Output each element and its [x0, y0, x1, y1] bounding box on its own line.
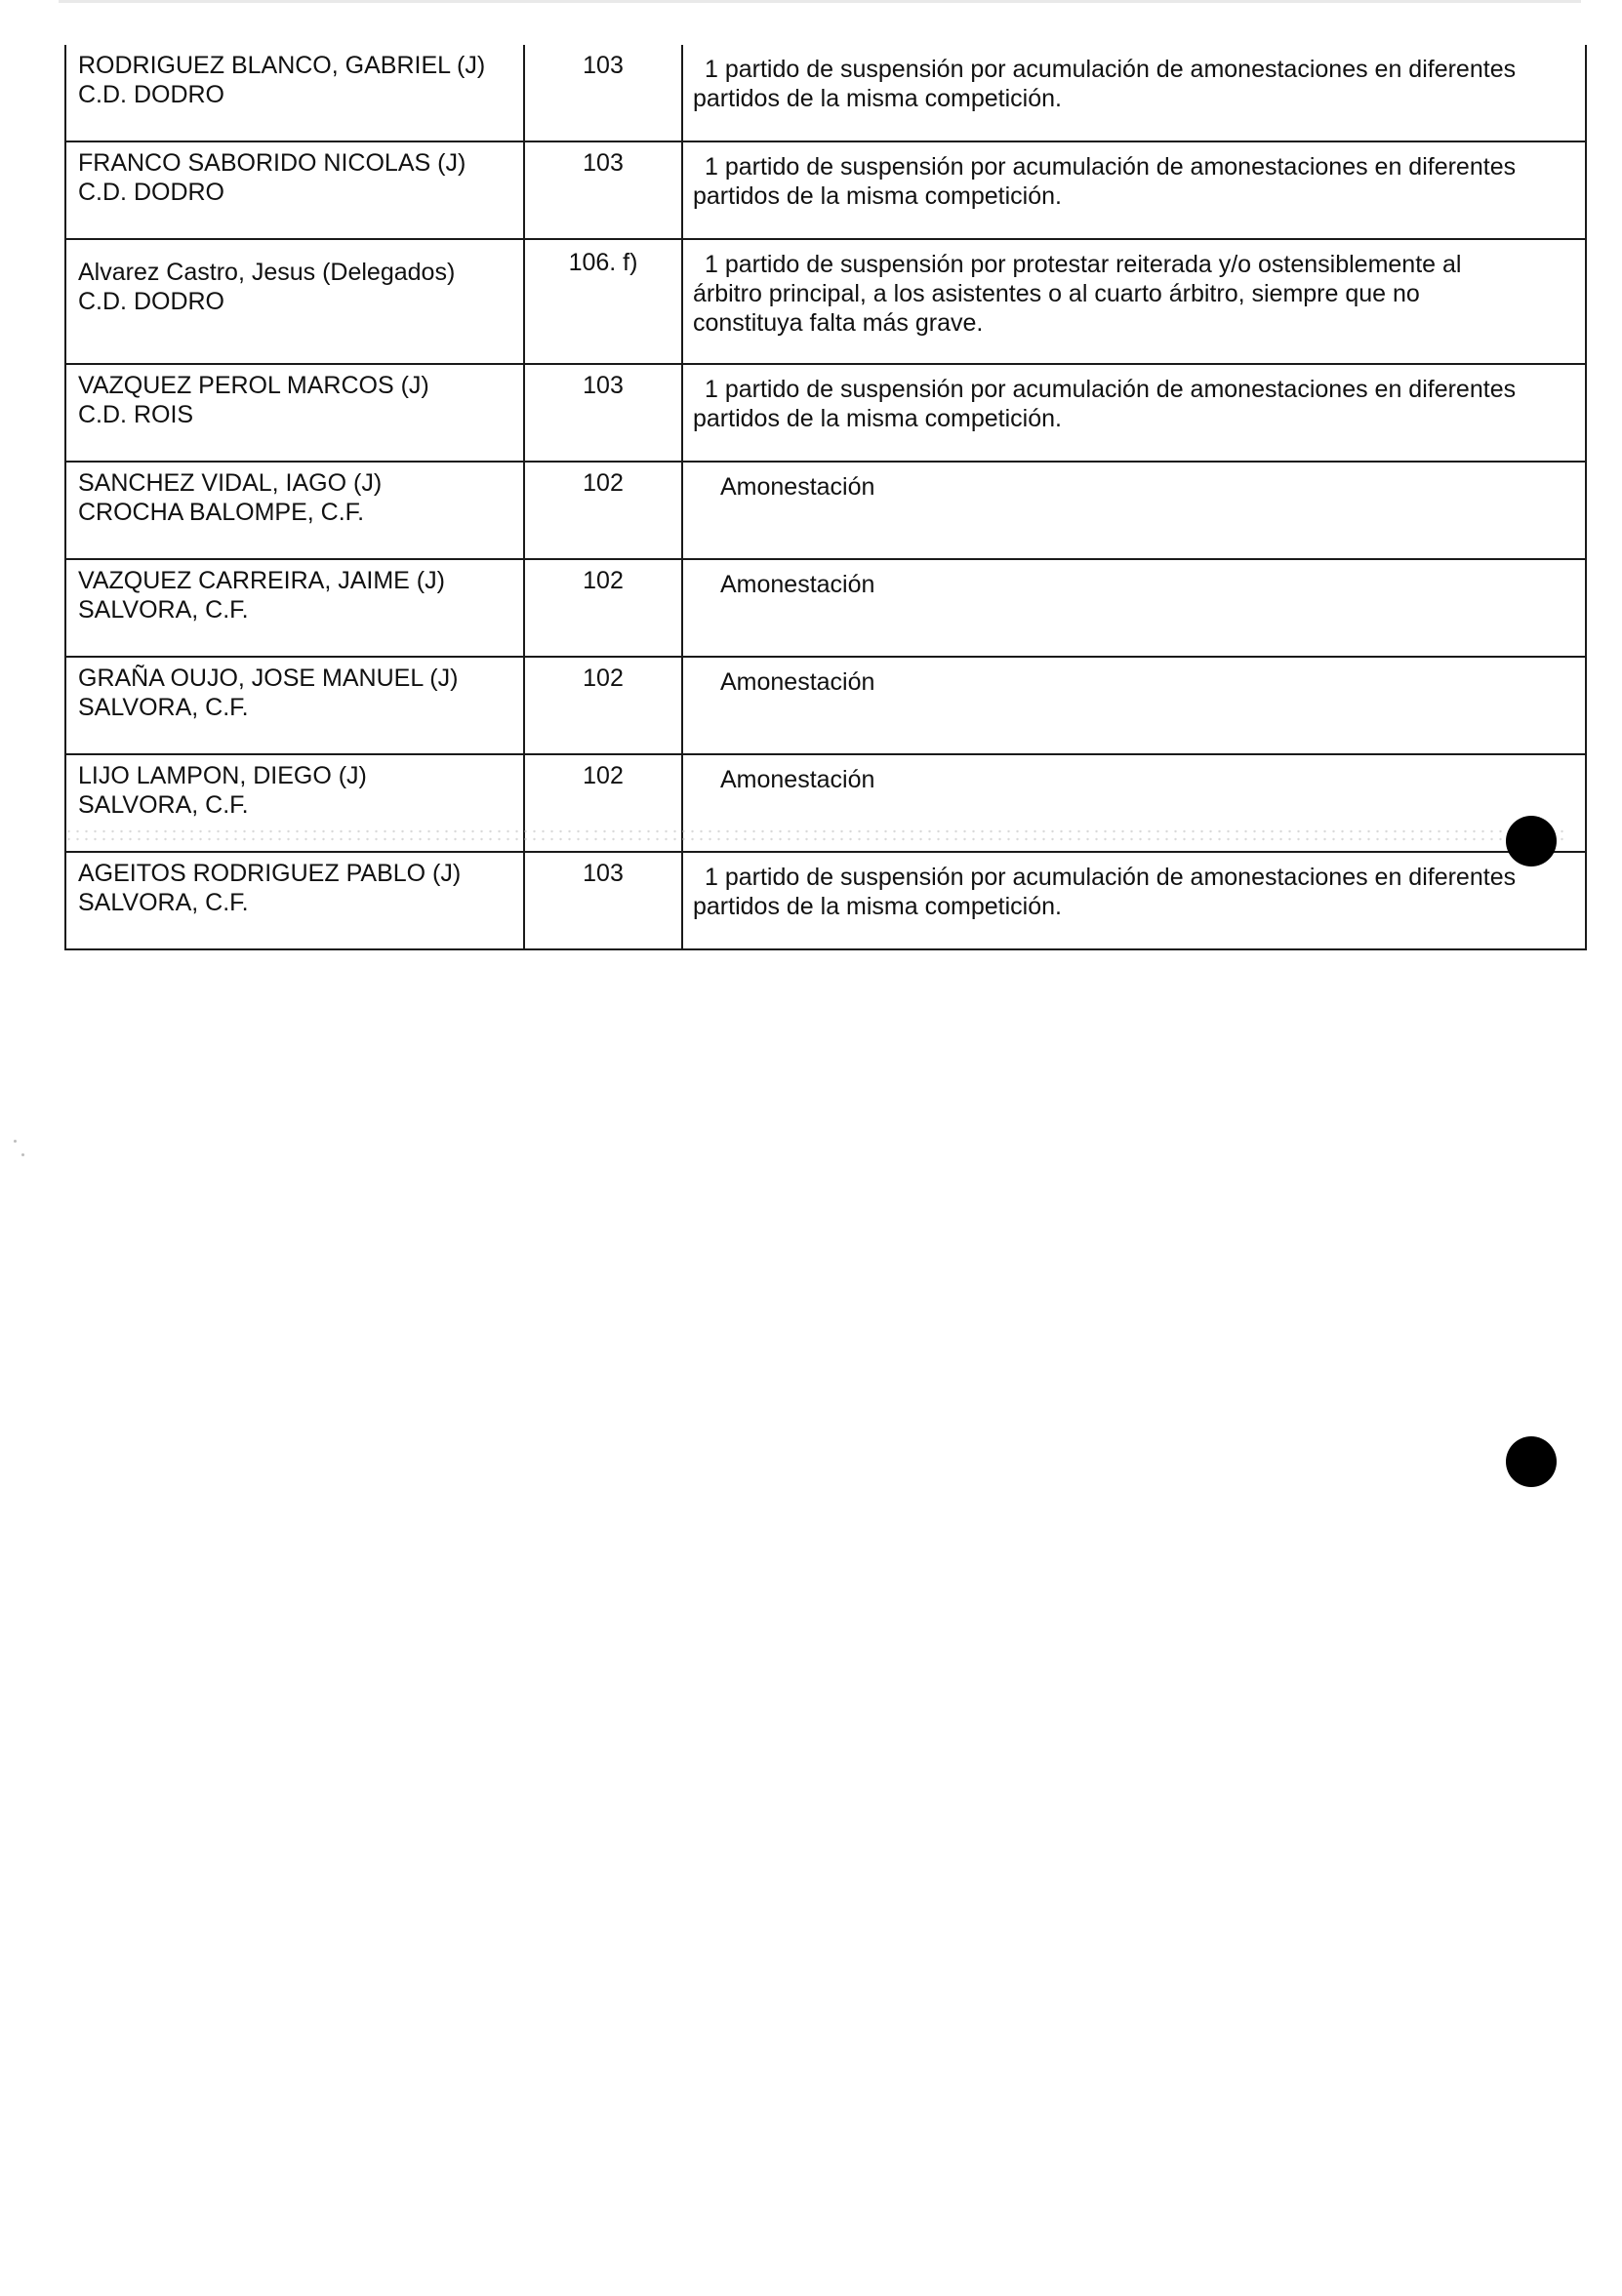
table-row — [65, 462, 1586, 559]
sanction-cell — [682, 364, 1586, 462]
club-name: SALVORA, C.F. — [78, 596, 249, 624]
sanction-line: 1 partido de suspensión por acumulación de amonestaciones en diferentes — [705, 864, 1517, 891]
person-name: AGEITOS RODRIGUEZ PABLO (J) — [78, 860, 462, 887]
scan-artifact-top — [59, 0, 1581, 3]
person-name: SANCHEZ VIDAL, IAGO (J) — [78, 469, 383, 497]
sanction-cell — [682, 462, 1586, 559]
sanction-line: constituya falta más grave. — [693, 309, 984, 337]
punch-hole — [1506, 816, 1557, 866]
table-row — [65, 364, 1586, 462]
person-name: Alvarez Castro, Jesus (Delegados) — [78, 259, 456, 286]
article-cell: 103 — [524, 364, 682, 462]
article-cell: 102 — [524, 657, 682, 754]
sanction-cell — [682, 141, 1586, 239]
sanction-cell — [682, 559, 1586, 657]
sanction-line: 1 partido de suspensión por acumulación de amonestaciones en diferentes — [705, 153, 1517, 181]
club-name: C.D. DODRO — [78, 288, 224, 315]
table-row — [65, 559, 1586, 657]
sanction-line: 1 partido de suspensión por protestar reiterada y/o ostensiblemente al — [705, 251, 1462, 278]
club-name: C.D. ROIS — [78, 401, 194, 428]
person-name: VAZQUEZ PEROL MARCOS (J) — [78, 372, 429, 399]
sanction-cell — [682, 657, 1586, 754]
person-cell — [65, 141, 524, 239]
scan-speck — [21, 1153, 24, 1156]
table-row — [65, 239, 1586, 364]
club-name: SALVORA, C.F. — [78, 791, 249, 819]
person-cell — [65, 559, 524, 657]
article-cell: 103 — [524, 852, 682, 949]
article-cell: 106. f) — [524, 239, 682, 364]
sanction-line: Amonestación — [720, 668, 875, 696]
article-cell: 103 — [524, 141, 682, 239]
article-cell: 102 — [524, 754, 682, 852]
sanction-line: partidos de la misma competición. — [693, 85, 1062, 112]
person-name: FRANCO SABORIDO NICOLAS (J) — [78, 149, 466, 177]
person-cell — [65, 239, 524, 364]
table-row — [65, 657, 1586, 754]
sanctions-table — [64, 45, 1587, 950]
club-name: SALVORA, C.F. — [78, 694, 249, 721]
sanction-cell — [682, 239, 1586, 364]
person-name: VAZQUEZ CARREIRA, JAIME (J) — [78, 567, 445, 594]
person-cell — [65, 462, 524, 559]
sanction-line: árbitro principal, a los asistentes o al cuarto árbitro, siempre que no — [693, 280, 1420, 307]
sanction-cell — [682, 852, 1586, 949]
club-name: C.D. DODRO — [78, 179, 224, 206]
table-row — [65, 45, 1586, 141]
sanction-line: 1 partido de suspensión por acumulación de amonestaciones en diferentes — [705, 56, 1517, 83]
article-cell: 102 — [524, 462, 682, 559]
person-name: LIJO LAMPON, DIEGO (J) — [78, 762, 367, 789]
sanction-line: 1 partido de suspensión por acumulación de amonestaciones en diferentes — [705, 376, 1517, 403]
sanction-line: partidos de la misma competición. — [693, 182, 1062, 210]
sanction-line: partidos de la misma competición. — [693, 405, 1062, 432]
sanction-line: Amonestación — [720, 571, 875, 598]
person-cell — [65, 657, 524, 754]
scan-dot-artifacts — [64, 827, 1567, 843]
article-cell: 103 — [524, 45, 682, 141]
scan-speck — [14, 1140, 17, 1143]
club-name: CROCHA BALOMPE, C.F. — [78, 499, 365, 526]
club-name: C.D. DODRO — [78, 81, 224, 108]
person-name: GRAÑA OUJO, JOSE MANUEL (J) — [78, 665, 459, 692]
table-row — [65, 141, 1586, 239]
person-cell — [65, 364, 524, 462]
person-cell — [65, 45, 524, 141]
sanction-line: Amonestación — [720, 766, 875, 793]
sanction-line: Amonestación — [720, 473, 875, 501]
punch-hole — [1506, 1436, 1557, 1487]
club-name: SALVORA, C.F. — [78, 889, 249, 916]
person-cell — [65, 852, 524, 949]
table-row — [65, 852, 1586, 949]
person-name: RODRIGUEZ BLANCO, GABRIEL (J) — [78, 52, 486, 79]
sanction-line: partidos de la misma competición. — [693, 893, 1062, 920]
sanction-cell — [682, 45, 1586, 141]
article-cell: 102 — [524, 559, 682, 657]
